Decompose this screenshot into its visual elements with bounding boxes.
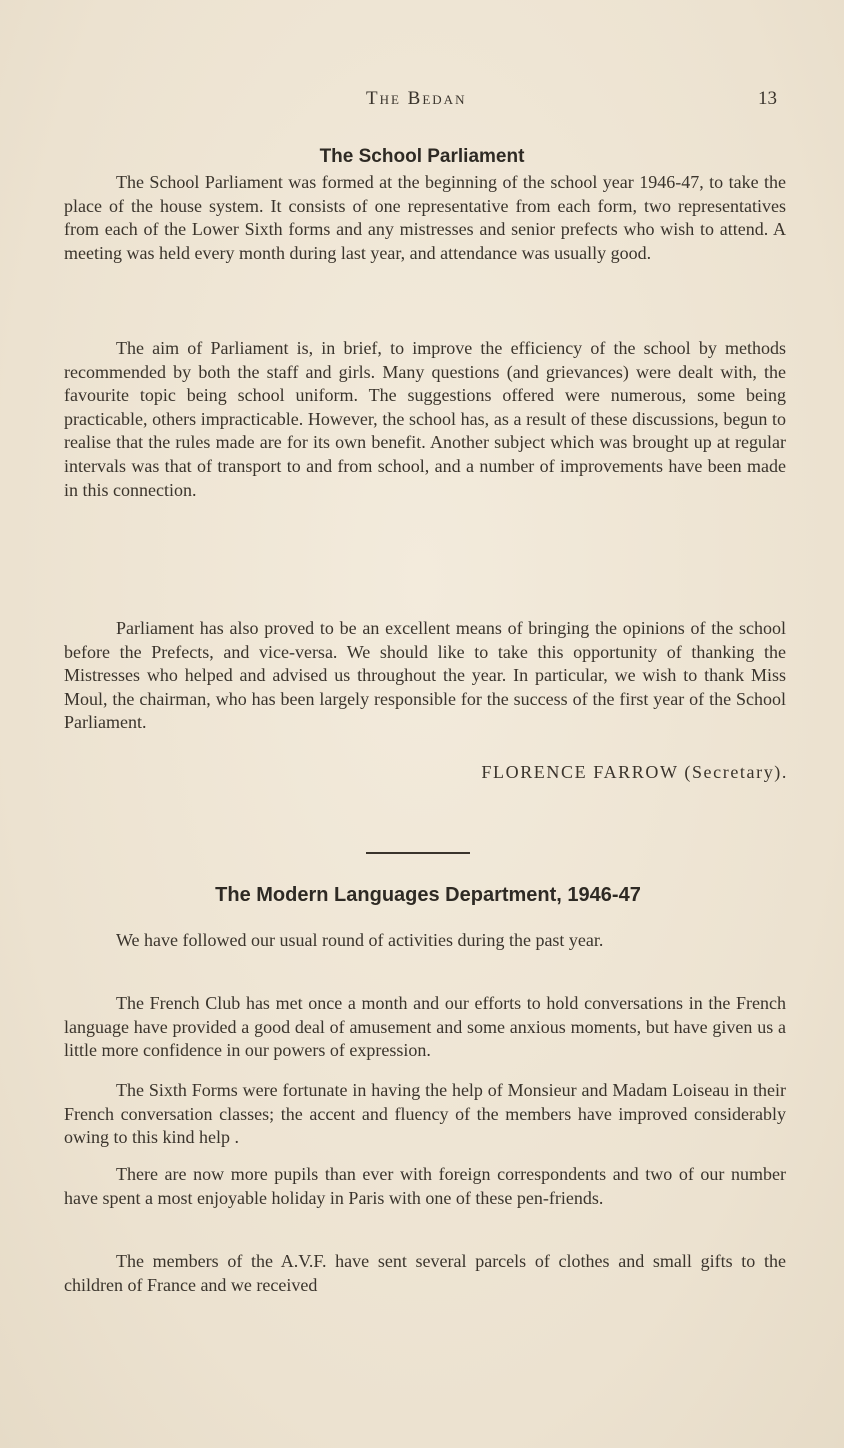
section-heading-school-parliament: The School Parliament bbox=[319, 146, 525, 167]
signature: FLORENCE FARROW (Secretary). bbox=[481, 762, 788, 782]
paragraph: We have followed our usual round of activities during the past year. bbox=[116, 930, 604, 950]
running-title: The Bedan bbox=[366, 88, 467, 109]
paragraph: The members of the A.V.F. have sent several parcels of clothes and small gifts to the children of France and we received bbox=[64, 1251, 786, 1295]
page-number: 13 bbox=[758, 88, 777, 109]
paragraph: Parliament has also proved to be an excellent means of bringing the opinions of the school before the Prefects, and vice-versa. We should like to take this opportunity of thanking the Mistresses who helped and advised us throughout the year. In particular, we wish to thank Miss Moul, the chairman, who has been largely responsible for the success of the first year of the School Parliament. bbox=[64, 618, 786, 733]
paragraph: The French Club has met once a month and our efforts to hold conversations in the French language have provided a good deal of amusement and some anxious moments, but have given us a little more confidence in our powers of expression. bbox=[64, 993, 786, 1061]
paragraph: The School Parliament was formed at the beginning of the school year 1946-47, to take the place of the house system. It consists of one representative from each form, two representatives from each of the Lower Sixth forms and any mistresses and senior prefects who wish to attend. A meeting was held every month during last year, and attendance was usually good. bbox=[64, 172, 786, 263]
paragraph: The aim of Parliament is, in brief, to improve the efficiency of the school by methods recommended by both the staff and girls. Many questions (and grievances) were dealt with, the favourite topic being school uniform. The suggestions offered were numerous, some being practicable, others impracticable. However, the school has, as a result of these discussions, begun to realise that the rules made are for its own benefit. Another subject which was brought up at regular intervals was that of transport to and from school, and a number of improvements have been made in this connection. bbox=[64, 338, 786, 500]
section-heading-modern-languages: The Modern Languages Department, 1946-47 bbox=[215, 884, 641, 906]
paragraph: The Sixth Forms were fortunate in having the help of Monsieur and Madam Loiseau in their French conversation classes; the accent and fluency of the members have improved considerably owing to this kind help . bbox=[64, 1080, 786, 1148]
running-head bbox=[0, 88, 844, 114]
section-divider bbox=[366, 852, 470, 854]
paragraph: There are now more pupils than ever with foreign correspondents and two of our number have spent a most enjoyable holiday in Paris with one of these pen-friends. bbox=[64, 1164, 786, 1208]
